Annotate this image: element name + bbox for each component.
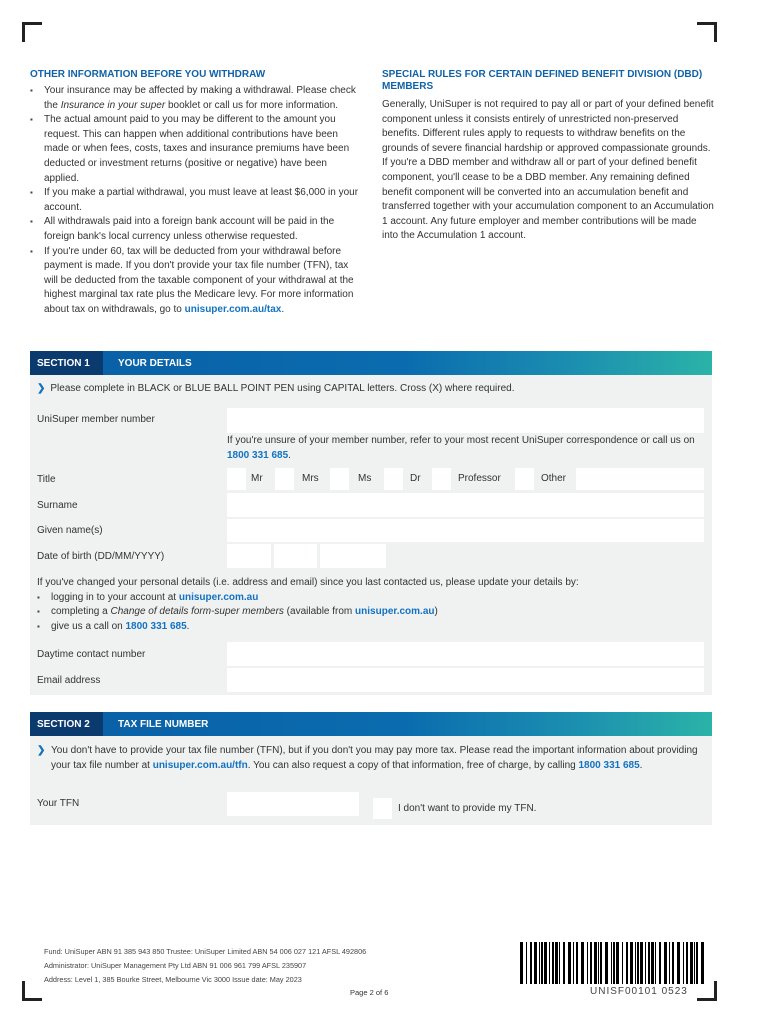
member-number-hint: If you're unsure of your member number, refer to your most recent UniSuper correspondence or call us on 1800 331 685.: [227, 435, 695, 461]
barcode-bar: [541, 942, 543, 984]
title-other-checkbox[interactable]: [515, 468, 534, 490]
title-professor-label: Professor: [458, 473, 501, 484]
title-mrs-label: Mrs: [302, 473, 319, 484]
daytime-contact-label: Daytime contact number: [37, 649, 146, 660]
section1-title: YOUR DETAILS: [118, 358, 192, 369]
barcode-bar: [696, 942, 698, 984]
title-mrs-checkbox[interactable]: [275, 468, 294, 490]
barcode-bar: [549, 942, 550, 984]
section2-instruction: ❯ You don't have to provide your tax file number (TFN), but if you don't you may pay more tax. Please read the important information about providing your tax file number at unisuper.com.au/tfn. You can also request a copy of that information, free of charge, by calling 1800 331 685.: [37, 745, 698, 771]
barcode-bar: [555, 942, 558, 984]
chevron-right-icon: ❯: [37, 745, 46, 756]
other-info-list: [30, 84, 362, 318]
surname-label: Surname: [37, 500, 78, 511]
barcode-bar: [594, 942, 597, 984]
barcode-bar: [694, 942, 695, 984]
barcode-bar: [640, 942, 643, 984]
phone-link[interactable]: 1800 331 685: [227, 449, 289, 461]
footer-administrator: Administrator: UniSuper Management Pty Ltd ABN 91 006 961 799 AFSL 235907: [44, 961, 307, 970]
title-dr-checkbox[interactable]: [384, 468, 403, 490]
barcode-bar: [622, 942, 623, 984]
barcode-bar: [635, 942, 636, 984]
given-names-label: Given name(s): [37, 525, 103, 536]
barcode-bar: [563, 942, 565, 984]
title-other-field[interactable]: [576, 468, 704, 490]
title-ms-label: Ms: [358, 473, 372, 484]
website-link[interactable]: unisuper.com.au: [178, 591, 259, 603]
tax-link[interactable]: unisuper.com.au/tax: [184, 303, 282, 315]
given-names-field[interactable]: [227, 519, 704, 542]
title-other-label: Other: [541, 473, 567, 484]
title-label: Title: [37, 474, 56, 485]
barcode-bar: [683, 942, 684, 984]
barcode-bar: [544, 942, 547, 984]
barcode-bar: [534, 942, 537, 984]
title-dr-label: Dr: [410, 473, 421, 484]
other-info-heading: OTHER INFORMATION BEFORE YOU WITHDRAW: [30, 69, 266, 80]
dob-label: Date of birth (DD/MM/YYYY): [37, 551, 165, 562]
other-info-column: [30, 69, 362, 318]
section1-header: [30, 351, 712, 375]
dob-day-field[interactable]: [227, 544, 271, 568]
barcode-bar: [677, 942, 680, 984]
dbd-body: Generally, UniSuper is not required to pay all or part of your defined benefit component unless it consists entirely of unrestricted non-preserved benefits. Different rules apply to requests to withdraw benefits on the grounds of severe financial hardship or approved compassionate grounds. If you're a DBD member and withdraw all or part of your defined benefit component, you'll cease to be a DBD member. Any remaining defined benefit component will be converted into an accumulation benefit and transferred together with your accumulation component to an Accumulation 1 account. Any future employer and member contributions will be made into the Accumulation 1 account.: [382, 99, 714, 242]
barcode-bar: [701, 942, 704, 984]
barcode-bar: [526, 942, 527, 984]
title-ms-checkbox[interactable]: [330, 468, 349, 490]
section2-number: SECTION 2: [30, 712, 103, 736]
barcode-bar: [611, 942, 612, 984]
phone-link[interactable]: 1800 331 685: [125, 620, 187, 632]
barcode-bar: [686, 942, 688, 984]
list-item: ▪ logging in to your account at unisuper.com.au: [37, 591, 707, 606]
email-label: Email address: [37, 675, 101, 686]
phone-link[interactable]: 1800 331 685: [578, 759, 640, 771]
barcode-bar: [648, 942, 650, 984]
title-mr-label: Mr: [251, 473, 263, 484]
barcode-bar: [645, 942, 646, 984]
barcode-bar: [613, 942, 615, 984]
barcode-bar: [539, 942, 540, 984]
crop-mark-top-left: [22, 22, 42, 42]
footer-address: Address: Level 1, 385 Bourke Street, Melbourne Vic 3000 Issue date: May 2023: [44, 975, 302, 984]
crop-mark-top-right: [697, 22, 717, 42]
barcode-bar: [552, 942, 554, 984]
barcode-bar: [598, 942, 599, 984]
list-item: ▪ If you're under 60, tax will be deducted from your withdrawal before payment is made. If you don't provide your tax file number (TFN), tax will be deducted from the taxable component of your withdrawal at the highest marginal tax rate plus the Medicare levy. For more information about tax on withdrawals, go to unisuper.com.au/tax.: [30, 245, 362, 318]
barcode-bar: [581, 942, 584, 984]
barcode-bar: [664, 942, 667, 984]
email-field[interactable]: [227, 668, 704, 692]
dbd-heading: SPECIAL RULES FOR CERTAIN DEFINED BENEFIT DIVISION (DBD) MEMBERS: [382, 69, 703, 92]
tfn-label: Your TFN: [37, 798, 80, 809]
barcode-bar: [600, 942, 602, 984]
daytime-contact-field[interactable]: [227, 642, 704, 666]
list-item: ▪ Your insurance may be affected by making a withdrawal. Please check the Insurance in your super booklet or call us for more information.: [30, 84, 362, 113]
barcode-bar: [690, 942, 693, 984]
surname-field[interactable]: [227, 493, 704, 517]
list-item: ▪ give us a call on 1800 331 685.: [37, 620, 707, 635]
barcode-bar: [568, 942, 571, 984]
barcode-bar: [637, 942, 639, 984]
section2-header: [30, 712, 712, 736]
barcode-bar: [573, 942, 574, 984]
barcode-bar: [616, 942, 619, 984]
barcode-bar: [626, 942, 628, 984]
barcode-bar: [520, 942, 523, 984]
tfn-link[interactable]: unisuper.com.au/tfn: [152, 759, 248, 771]
barcode-bar: [530, 942, 532, 984]
section2-title: TAX FILE NUMBER: [118, 719, 209, 730]
change-details-intro: If you've changed your personal details (i.e. address and email) since you last contacted us, please update your details by:: [37, 577, 579, 588]
list-item: ▪ All withdrawals paid into a foreign bank account will be paid in the foreign bank's local currency unless otherwise requested.: [30, 215, 362, 244]
barcode-bar: [559, 942, 560, 984]
list-item: ▪ The actual amount paid to you may be different to the amount you request. This can happen when additional contributions have been made or when fees, costs, taxes and insurance premiums have been deducted or investment returns (positive or negative) have been applied.: [30, 113, 362, 186]
barcode-bar: [672, 942, 674, 984]
member-number-label: UniSuper member number: [37, 414, 155, 425]
footer-fund: Fund: UniSuper ABN 91 385 943 850 Trustee: UniSuper Limited ABN 54 006 027 121 AFSL 492806: [44, 947, 367, 956]
barcode-bar: [655, 942, 656, 984]
barcode-bar: [587, 942, 588, 984]
no-tfn-label: I don't want to provide my TFN.: [398, 803, 537, 814]
list-item: ▪ If you make a partial withdrawal, you must leave at least $6,000 in your account.: [30, 186, 362, 215]
barcode-bar: [590, 942, 592, 984]
barcode-bar: [659, 942, 661, 984]
barcode-bar: [605, 942, 608, 984]
website-link[interactable]: unisuper.com.au: [355, 606, 435, 618]
crop-mark-bottom-right: [697, 981, 717, 1001]
chevron-right-icon: ❯: [37, 383, 46, 394]
form-code: UNISF00101 0523: [590, 986, 688, 997]
barcode-bar: [576, 942, 578, 984]
member-number-field[interactable]: [227, 408, 704, 433]
barcode-bar: [651, 942, 654, 984]
no-tfn-checkbox[interactable]: [373, 798, 392, 819]
change-details-info: [37, 576, 707, 634]
dob-month-field[interactable]: [274, 544, 317, 568]
dob-year-field[interactable]: [320, 544, 386, 568]
dbd-column: [382, 69, 714, 244]
section1-number: SECTION 1: [30, 351, 103, 375]
tfn-field[interactable]: [227, 792, 359, 816]
title-mr-checkbox[interactable]: [227, 468, 246, 490]
barcode-bar: [669, 942, 670, 984]
list-item: ▪ completing a Change of details form-super members (available from unisuper.com.au): [37, 605, 707, 620]
crop-mark-bottom-left: [22, 981, 42, 1001]
barcode-bar: [630, 942, 633, 984]
section1-instruction: ❯ Please complete in BLACK or BLUE BALL POINT PEN using CAPITAL letters. Cross (X) where required.: [37, 383, 515, 394]
page-number: Page 2 of 6: [350, 988, 389, 997]
title-professor-checkbox[interactable]: [432, 468, 451, 490]
barcode: [520, 942, 705, 984]
